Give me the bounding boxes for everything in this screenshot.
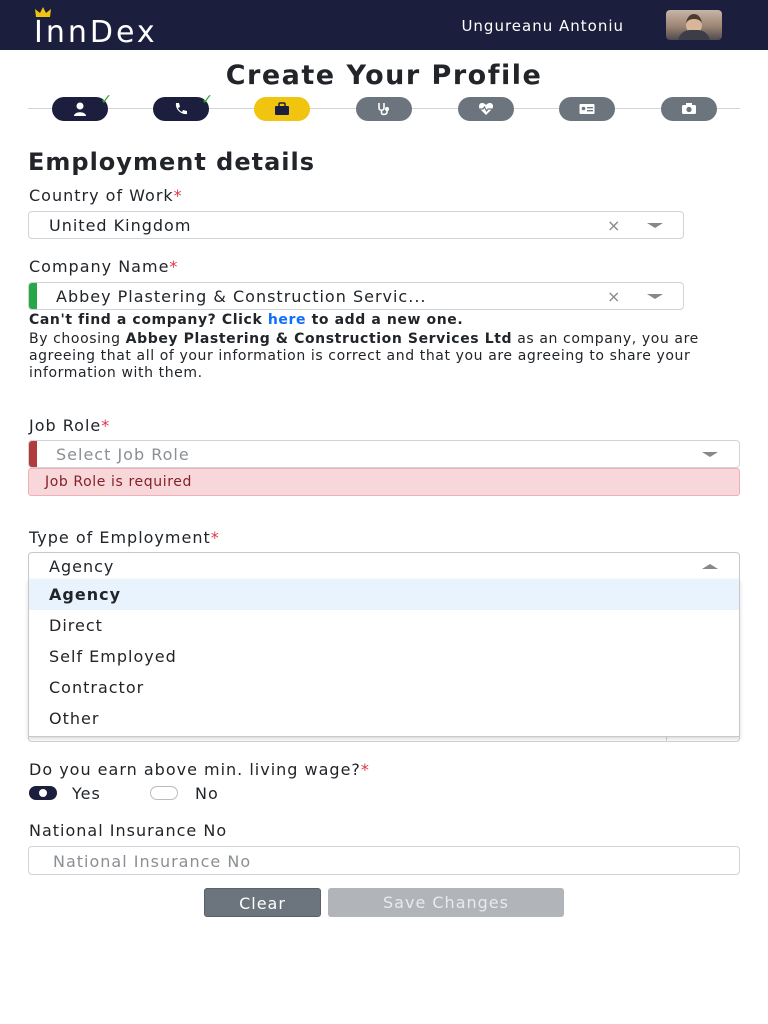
chevron-down-icon[interactable] <box>702 452 718 457</box>
clear-icon[interactable]: × <box>607 216 621 235</box>
step-contact[interactable] <box>153 92 213 121</box>
chevron-up-icon[interactable] <box>702 564 718 569</box>
check-icon: ✓ <box>201 92 213 108</box>
required-mark: * <box>210 528 220 547</box>
radio-yes[interactable] <box>29 786 57 800</box>
add-company-link[interactable]: here <box>267 312 307 328</box>
phone-icon <box>172 100 190 118</box>
heartbeat-icon <box>477 100 495 118</box>
country-select[interactable] <box>28 211 684 239</box>
briefcase-icon <box>273 100 291 118</box>
agreement-company-name: Abbey Plastering & Construction Services Ltd <box>125 331 513 347</box>
chevron-down-icon[interactable] <box>647 294 663 299</box>
company-agreement-text: By choosing Abbey Plastering & Construction Services Ltd as an company, you are agreeing that all of your information is correct and that you are agreeing to share your information with them. <box>29 331 699 381</box>
stethoscope-icon <box>375 100 393 118</box>
hidden-field-edge <box>28 737 740 742</box>
job-role-placeholder: Select Job Role <box>56 445 190 464</box>
step-personal[interactable] <box>52 92 112 121</box>
required-mark: * <box>173 186 183 205</box>
top-navbar <box>0 0 768 50</box>
required-mark: * <box>101 416 111 435</box>
save-changes-button[interactable]: Save Changes <box>328 888 564 917</box>
clear-button[interactable]: Clear <box>204 888 321 917</box>
radio-yes-label[interactable]: Yes <box>72 784 101 803</box>
avatar[interactable] <box>666 10 722 40</box>
employment-type-label: Type of Employment* <box>29 528 220 547</box>
hidden-field-addon <box>666 737 740 742</box>
logo-text: InnDex <box>34 15 158 50</box>
section-title: Employment details <box>28 148 316 176</box>
step-photo[interactable] <box>661 97 717 121</box>
step-health[interactable] <box>458 97 514 121</box>
option-contractor[interactable]: Contractor <box>49 678 145 697</box>
valid-indicator <box>29 283 37 309</box>
employment-type-value: Agency <box>49 557 115 576</box>
step-documents[interactable] <box>559 97 615 121</box>
user-name[interactable]: Ungureanu Antoniu <box>461 17 624 35</box>
step-medical[interactable] <box>356 97 412 121</box>
job-role-error: Job Role is required <box>28 468 740 496</box>
invalid-indicator <box>29 441 37 467</box>
radio-no-label[interactable]: No <box>195 784 219 803</box>
clear-icon[interactable]: × <box>607 287 621 306</box>
page-title: Create Your Profile <box>225 60 543 91</box>
user-icon <box>71 100 89 118</box>
id-card-icon <box>578 100 596 118</box>
employment-type-select[interactable] <box>28 552 740 580</box>
required-mark: * <box>169 257 179 276</box>
required-mark: * <box>360 760 370 779</box>
country-value: United Kingdom <box>49 216 192 235</box>
option-other[interactable]: Other <box>49 709 100 728</box>
ni-number-placeholder: National Insurance No <box>53 852 252 871</box>
check-icon: ✓ <box>100 92 112 108</box>
chevron-down-icon[interactable] <box>647 223 663 228</box>
company-label: Company Name* <box>29 257 179 276</box>
avatar-body <box>678 30 710 40</box>
job-role-label: Job Role* <box>29 416 111 435</box>
ni-number-label: National Insurance No <box>29 821 228 840</box>
job-role-select[interactable] <box>28 440 740 468</box>
company-value: Abbey Plastering & Construction Servic... <box>56 287 427 306</box>
step-employment[interactable] <box>254 97 310 121</box>
radio-no[interactable] <box>150 786 178 800</box>
option-agency[interactable]: Agency <box>29 579 739 610</box>
company-select[interactable] <box>28 282 684 310</box>
cant-find-company-text: Can't find a company? Click here to add a new one. <box>29 312 464 328</box>
option-direct[interactable]: Direct <box>49 616 103 635</box>
living-wage-label: Do you earn above min. living wage?* <box>29 760 370 779</box>
option-self-employed[interactable]: Self Employed <box>49 647 177 666</box>
ni-number-input[interactable] <box>28 846 740 875</box>
camera-icon <box>680 100 698 118</box>
employment-type-dropdown <box>28 579 740 737</box>
country-label: Country of Work* <box>29 186 183 205</box>
